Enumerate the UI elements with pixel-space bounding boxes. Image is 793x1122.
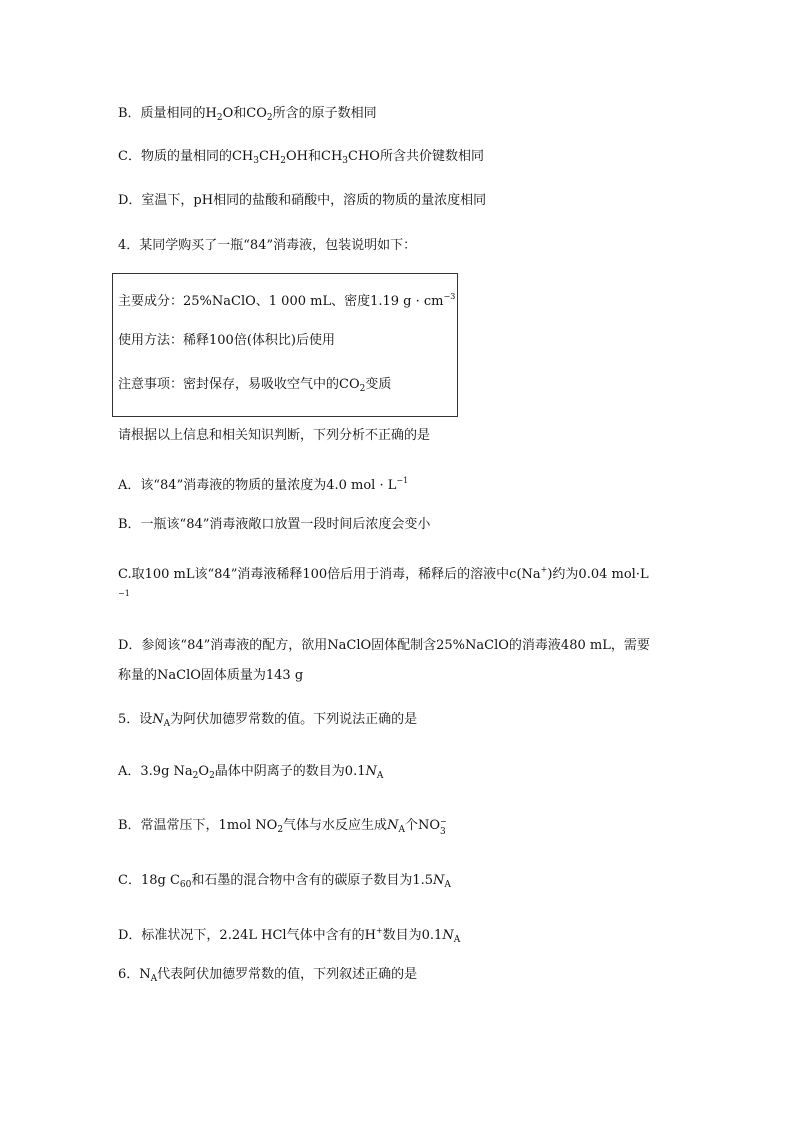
subscript: 2 — [359, 384, 366, 394]
subscript: 60 — [179, 880, 192, 890]
subscript: 2 — [192, 771, 199, 781]
q4-stem: 4．某同学购买了一瓶“84”消毒液，包装说明如下： — [118, 238, 417, 253]
q3-option-b — [118, 106, 377, 126]
label-usage: 使用方法：稀释100倍(体积比)后使用 — [118, 333, 335, 348]
subscript: 2 — [277, 825, 284, 835]
q4-option-c-continued: −1 — [118, 589, 130, 598]
text: 和石墨的混合物中含有的碳原子数目为1.5 — [191, 873, 434, 888]
q3-option-d: D．室温下，pH相同的盐酸和硝酸中，溶质的物质的量浓度相同 — [118, 193, 487, 208]
text: 气体与水反应生成 — [283, 818, 388, 833]
q4-option-d-line1: D．参阅该“84”消毒液的配方，欲用NaClO固体配制含25%NaClO的消毒液480 mL，需要 — [118, 638, 650, 653]
q4-question: 请根据以上信息和相关知识判断，下列分析不正确的是 — [118, 428, 431, 443]
subscript: A — [453, 935, 461, 945]
superscript: + — [540, 565, 548, 574]
avogadro-symbol: N — [433, 873, 445, 888]
q4-option-d-line2: 称量的NaClO固体质量为143 g — [118, 668, 304, 683]
text: 所含的原子数相同 — [272, 106, 377, 121]
text: 个NO — [404, 818, 440, 833]
superscript: + — [375, 926, 383, 935]
text: C．18g C — [118, 873, 180, 888]
nitrate-ion-scripts — [439, 817, 447, 837]
q5-option-a — [118, 764, 383, 784]
avogadro-symbol: N — [442, 928, 454, 943]
text: 变质 — [365, 377, 392, 392]
text: 注意事项：密封保存，易吸收空气中的CO — [118, 377, 360, 392]
label-caution — [118, 377, 391, 397]
text: 主要成分：25%NaClO、1 000 mL、密度1.19 g · cm — [118, 294, 444, 309]
text: C.取100 mL该“84”消毒液稀释100倍后用于消毒，稀释后的溶液中c(Na — [118, 567, 541, 582]
q5-option-b — [118, 818, 447, 838]
q6-stem — [118, 967, 417, 987]
q4-option-b: B．一瓶该“84”消毒液敞口放置一段时间后浓度会变小 — [118, 517, 431, 532]
text: B．常温常压下，1mol NO — [118, 818, 278, 833]
text: 晶体中阴离子的数目为0.1 — [214, 764, 366, 779]
q5-option-c — [118, 873, 451, 893]
subscript: 2 — [280, 156, 286, 166]
text: 5．设 — [118, 712, 153, 727]
q4-option-c — [118, 562, 649, 583]
text: )约为0.04 mol·L — [547, 567, 649, 582]
subscript: 2 — [216, 113, 223, 123]
avogadro-symbol: N — [365, 764, 377, 779]
q5-option-d — [118, 923, 460, 948]
subscript: A — [376, 771, 384, 781]
text: 6．N — [118, 967, 151, 982]
q3-option-c — [118, 149, 484, 169]
text: D．标准状况下，2.24L HCl气体中含有的H — [118, 928, 376, 943]
superscript: −1 — [396, 476, 409, 485]
text: A．该“84”消毒液的物质的量浓度为4.0 mol · L — [118, 478, 397, 493]
text: O — [198, 764, 210, 779]
subscript: 3 — [342, 156, 349, 166]
superscript: − — [439, 817, 447, 826]
superscript: −3 — [443, 292, 456, 301]
subscript: 3 — [253, 156, 259, 166]
subscript: 2 — [209, 771, 215, 781]
subscript: A — [444, 880, 451, 890]
avogadro-symbol: N — [152, 712, 164, 727]
text: C．物质的量相同的CH — [118, 149, 254, 164]
subscript: 3 — [439, 827, 446, 837]
q4-option-a — [118, 473, 408, 494]
subscript: 2 — [266, 113, 273, 123]
text: A．3.9g Na — [118, 764, 193, 779]
label-ingredients — [118, 289, 455, 310]
text: O和CO — [222, 106, 267, 121]
text: OH和CH — [286, 149, 343, 164]
text: 代表阿伏加德罗常数的值，下列叙述正确的是 — [157, 967, 418, 982]
q5-stem — [118, 712, 417, 732]
text: B．质量相同的H — [118, 106, 217, 121]
subscript: A — [163, 719, 171, 729]
subscript: A — [150, 974, 158, 984]
text: 为阿伏加德罗常数的值。下列说法正确的是 — [170, 712, 418, 727]
avogadro-symbol: N — [387, 818, 399, 833]
text: 数目为0.1 — [382, 928, 443, 943]
text: CH — [258, 149, 281, 164]
text: CHO所含共价键数相同 — [348, 149, 484, 164]
subscript: A — [398, 825, 405, 835]
